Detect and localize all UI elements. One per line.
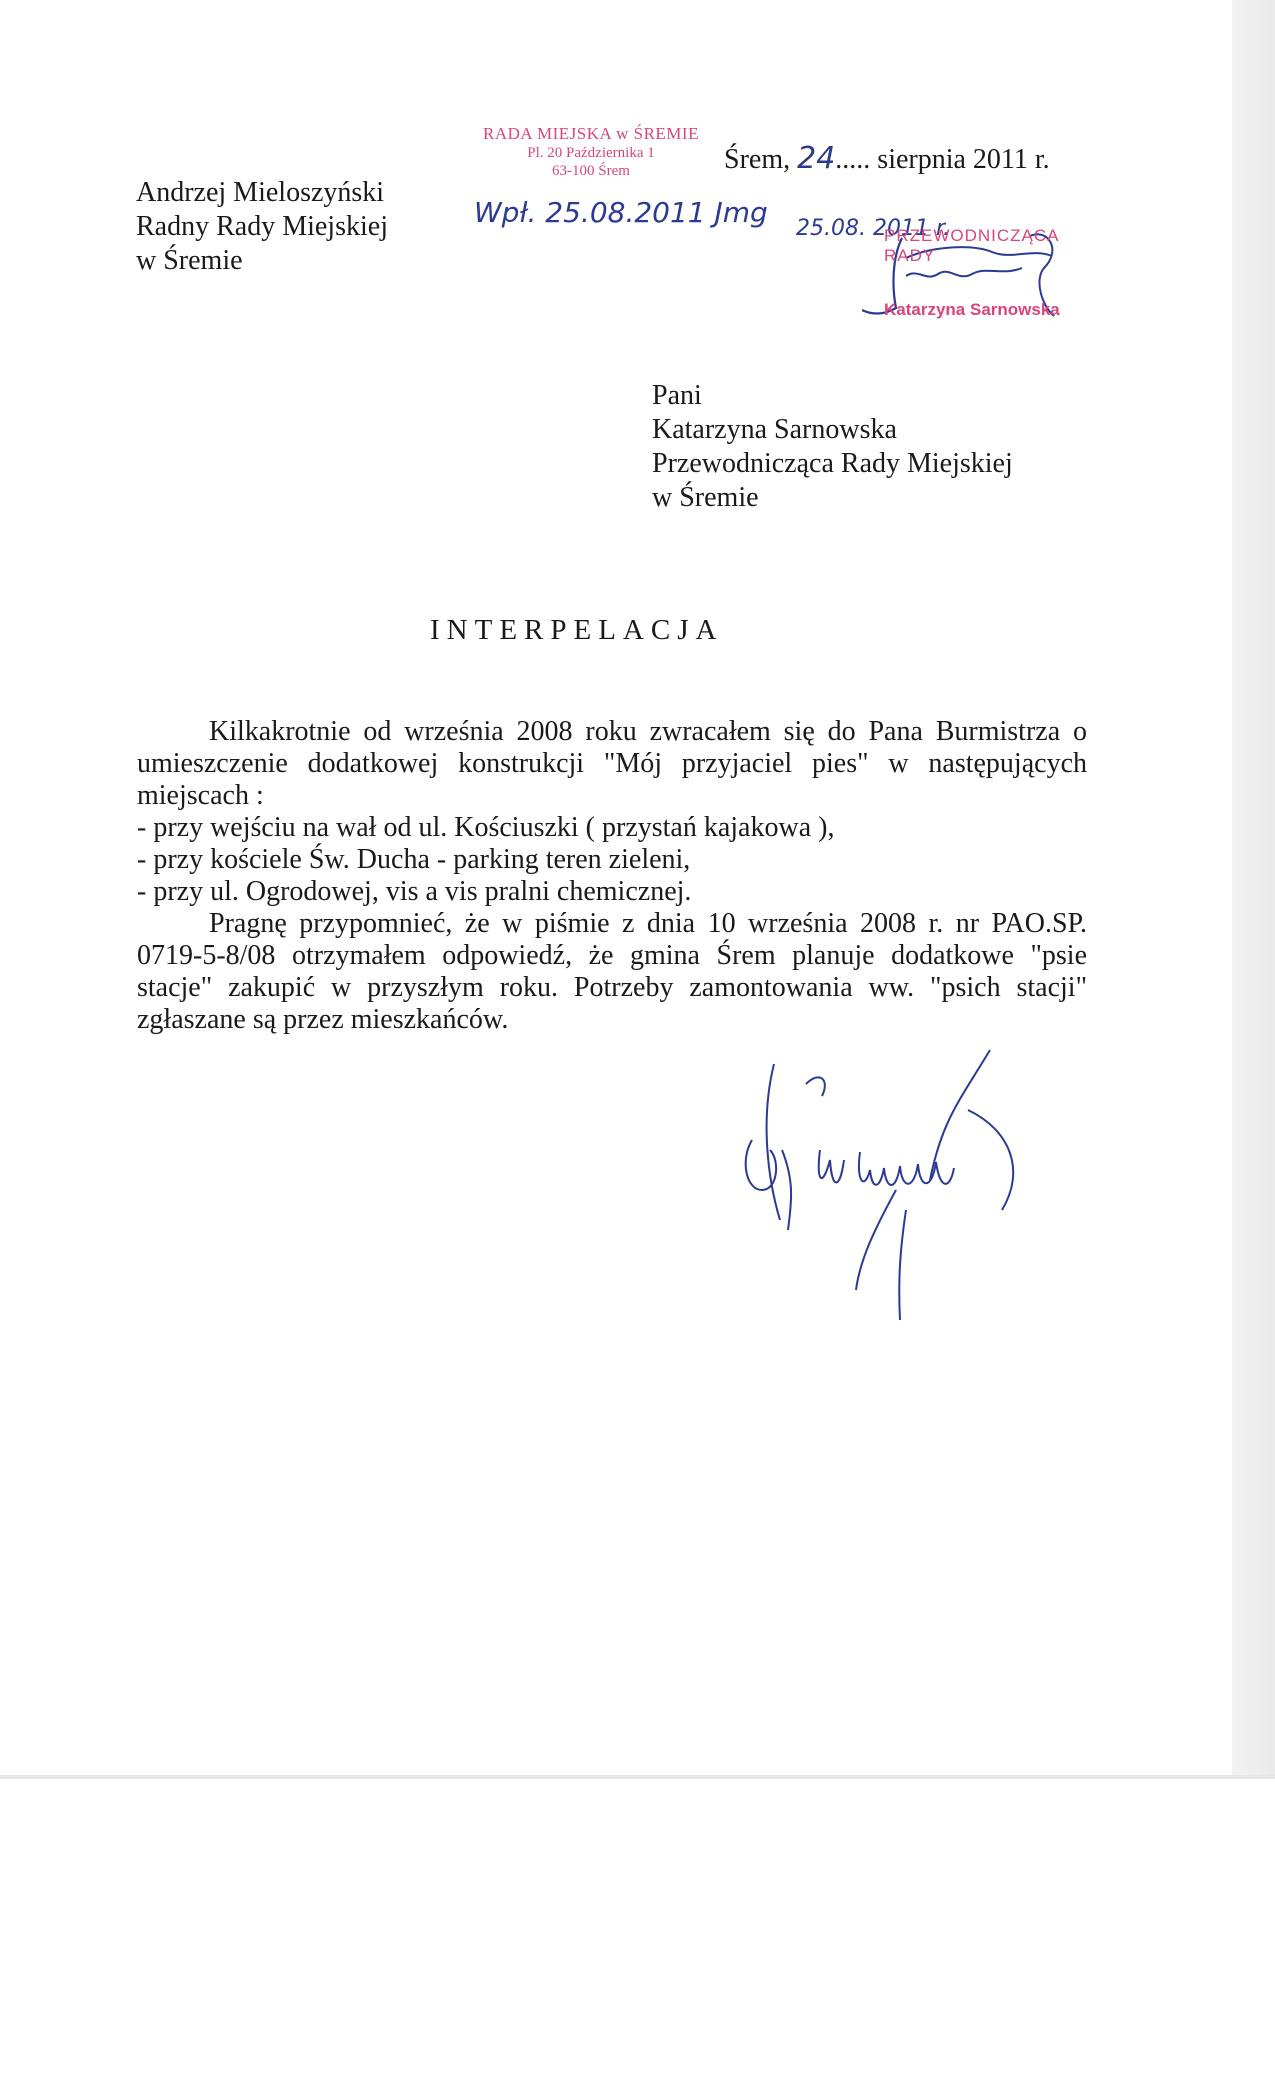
list-item: - przy wejściu na wał od ul. Kościuszki ( przystań kajakowa ), [137, 812, 835, 843]
addressee-block [652, 379, 1013, 515]
entry-stamp-line3: 63-100 Śrem [552, 163, 630, 179]
place-date [724, 141, 1050, 176]
body-paragraph-2: Pragnę przypomnieć, że w piśmie z dnia 10 września 2008 r. nr PAO.SP. 0719-5-8/08 otrzymałem odpowiedź, że gmina Śrem planuje dodatkowe "psie stacje" zakupić w przyszłym roku. Potrzeby zamontowania ww. "psich stacji" zgłaszane są przez mieszkańców. [137, 908, 1087, 1035]
letter-body [137, 716, 1087, 1036]
sender-city: w Śremie [136, 245, 243, 276]
entry-stamp-line2: Pl. 20 Października 1 [527, 145, 655, 161]
date-suffix: ..... sierpnia 2011 r. [835, 144, 1050, 175]
sender-name: Andrzej Mieloszyński [136, 177, 385, 208]
list-item: - przy ul. Ogrodowej, vis a vis pralni chemicznej. [137, 876, 692, 907]
document-title: INTERPELACJA [430, 614, 724, 646]
addressee-city: w Śremie [652, 482, 759, 513]
scan-edge-bottom [0, 1775, 1275, 1779]
chair-handwritten-date: 25.08. 2011 r. [796, 216, 950, 241]
date-prefix: Śrem, [724, 144, 798, 175]
entry-stamp [456, 124, 726, 180]
sender-role: Radny Rady Miejskiej [136, 211, 388, 242]
chair-stamp-name: Katarzyna Sarnowska [884, 300, 1060, 319]
addressee-name: Katarzyna Sarnowska [652, 414, 897, 445]
author-signature [710, 1040, 1050, 1330]
addressee-salutation: Pani [652, 380, 702, 411]
chair-stamp [884, 226, 1104, 320]
date-day-handwritten: 24 [797, 141, 836, 176]
body-paragraph-1: Kilkakrotnie od września 2008 roku zwracałem się do Pana Burmistrza o umieszczenie dodatkowej konstrukcji "Mój przyjaciel pies" w następujących miejscach : [137, 716, 1087, 811]
entry-stamp-line1: RADA MIEJSKA w ŚREMIE [483, 124, 699, 143]
sender-block [136, 176, 388, 278]
chair-stamp-title: PRZEWODNICZĄCA RADY [884, 226, 1059, 265]
scan-edge [1232, 0, 1275, 1778]
receipt-handwritten-note: Wpł. 25.08.2011 Jmg [474, 196, 768, 229]
addressee-role: Przewodnicząca Rady Miejskiej [652, 448, 1013, 479]
list-item: - przy kościele Św. Ducha - parking teren zieleni, [137, 844, 691, 875]
